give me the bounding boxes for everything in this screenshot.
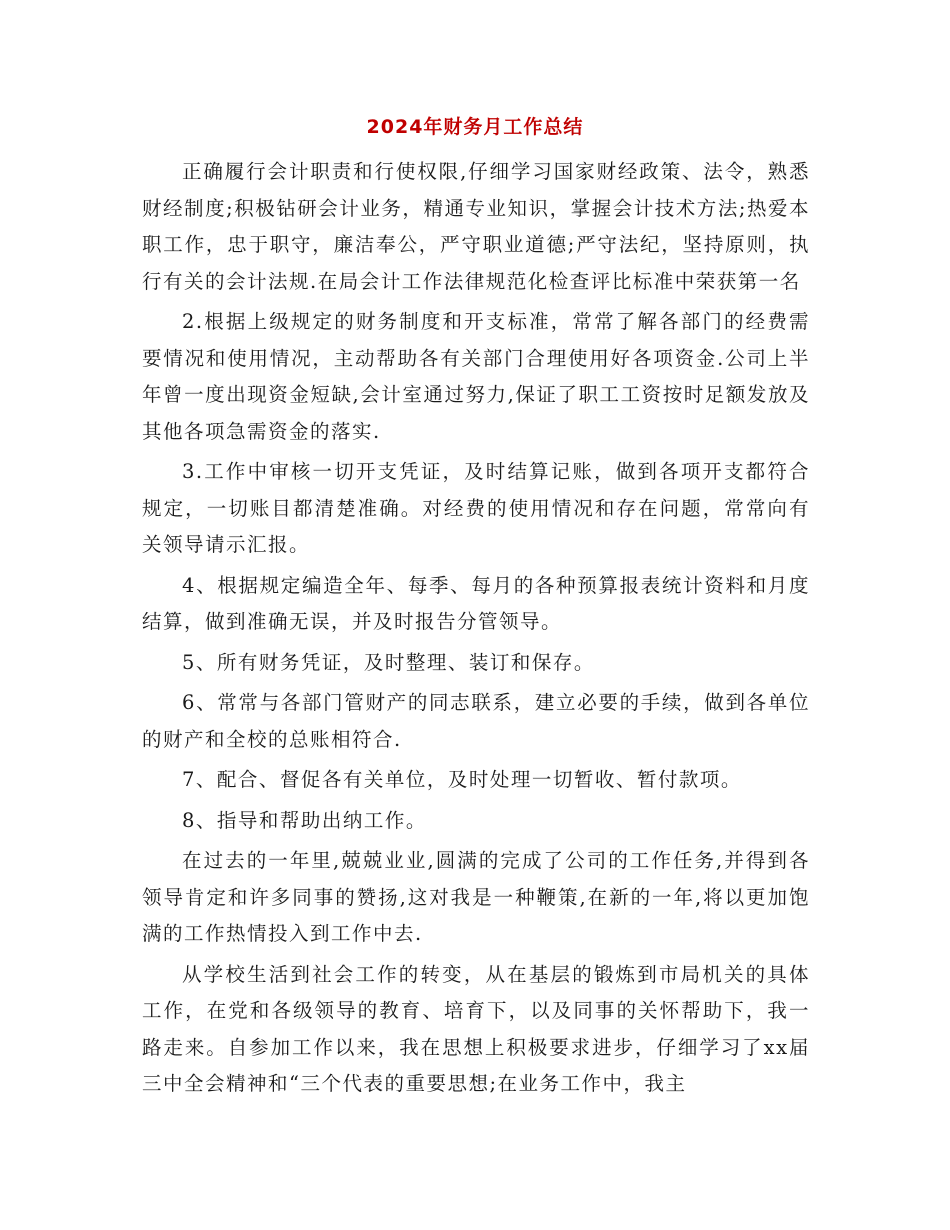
- paragraph-item-3: 3.工作中审核一切开支凭证，及时结算记账，做到各项开支都符合规定，一切账目都清楚准确。对经费的使用情况和存在问题，常常向有关领导请示汇报。: [142, 460, 810, 556]
- paragraph-item-8: 8、指导和帮助出纳工作。: [182, 808, 427, 832]
- document-title: 2024年财务月工作总结: [366, 116, 584, 138]
- paragraph-item-4: 4、根据规定编造全年、每季、每月的各种预算报表统计资料和月度结算，做到准确无误，并及时报告分管领导。: [142, 573, 810, 633]
- paragraph-item-6: 6、常常与各部门管财产的同志联系，建立必要的手续，做到各单位的财产和全校的总账相符合.: [142, 691, 810, 751]
- paragraph-career-transition: 从学校生活到社会工作的转变，从在基层的锻炼到市局机关的具体工作，在党和各级领导的教育、培育下，以及同事的关怀帮助下，我一路走来。自参加工作以来，我在思想上积极要求进步，仔细学习了xx届三中全会精神和“三个代表的重要思想;在业务工作中，我主: [142, 962, 810, 1095]
- paragraph-item-7: 7、配合、督促各有关单位，及时处理一切暂收、暂付款项。: [182, 768, 742, 791]
- paragraph-item-5: 5、所有财务凭证，及时整理、装订和保存。: [182, 650, 595, 674]
- paragraph-item-2: 2.根据上级规定的财务制度和开支标准，常常了解各部门的经费需要情况和使用情况，主动帮助各有关部门合理使用好各项资金.公司上半年曾一度出现资金短缺,会计室通过努力,保证了职工工资按时足额发放及其他各项急需资金的落实.: [142, 310, 810, 443]
- document-body: [142, 154, 810, 1107]
- paragraph-duties: 正确履行会计职责和行使权限,仔细学习国家财经政策、法令，熟悉财经制度;积极钻研会计业务，精通专业知识，掌握会计技术方法;热爱本职工作，忠于职守，廉洁奉公，严守职业道德;严守法纪，坚持原则，执行有关的会计法规.在局会计工作法律规范化检查评比标准中荣获第一名: [142, 160, 810, 293]
- paragraph-past-year: 在过去的一年里,兢兢业业,圆满的完成了公司的工作任务,并得到各领导肯定和许多同事的赞扬,这对我是一种鞭策,在新的一年,将以更加饱满的工作热情投入到工作中去.: [142, 849, 810, 945]
